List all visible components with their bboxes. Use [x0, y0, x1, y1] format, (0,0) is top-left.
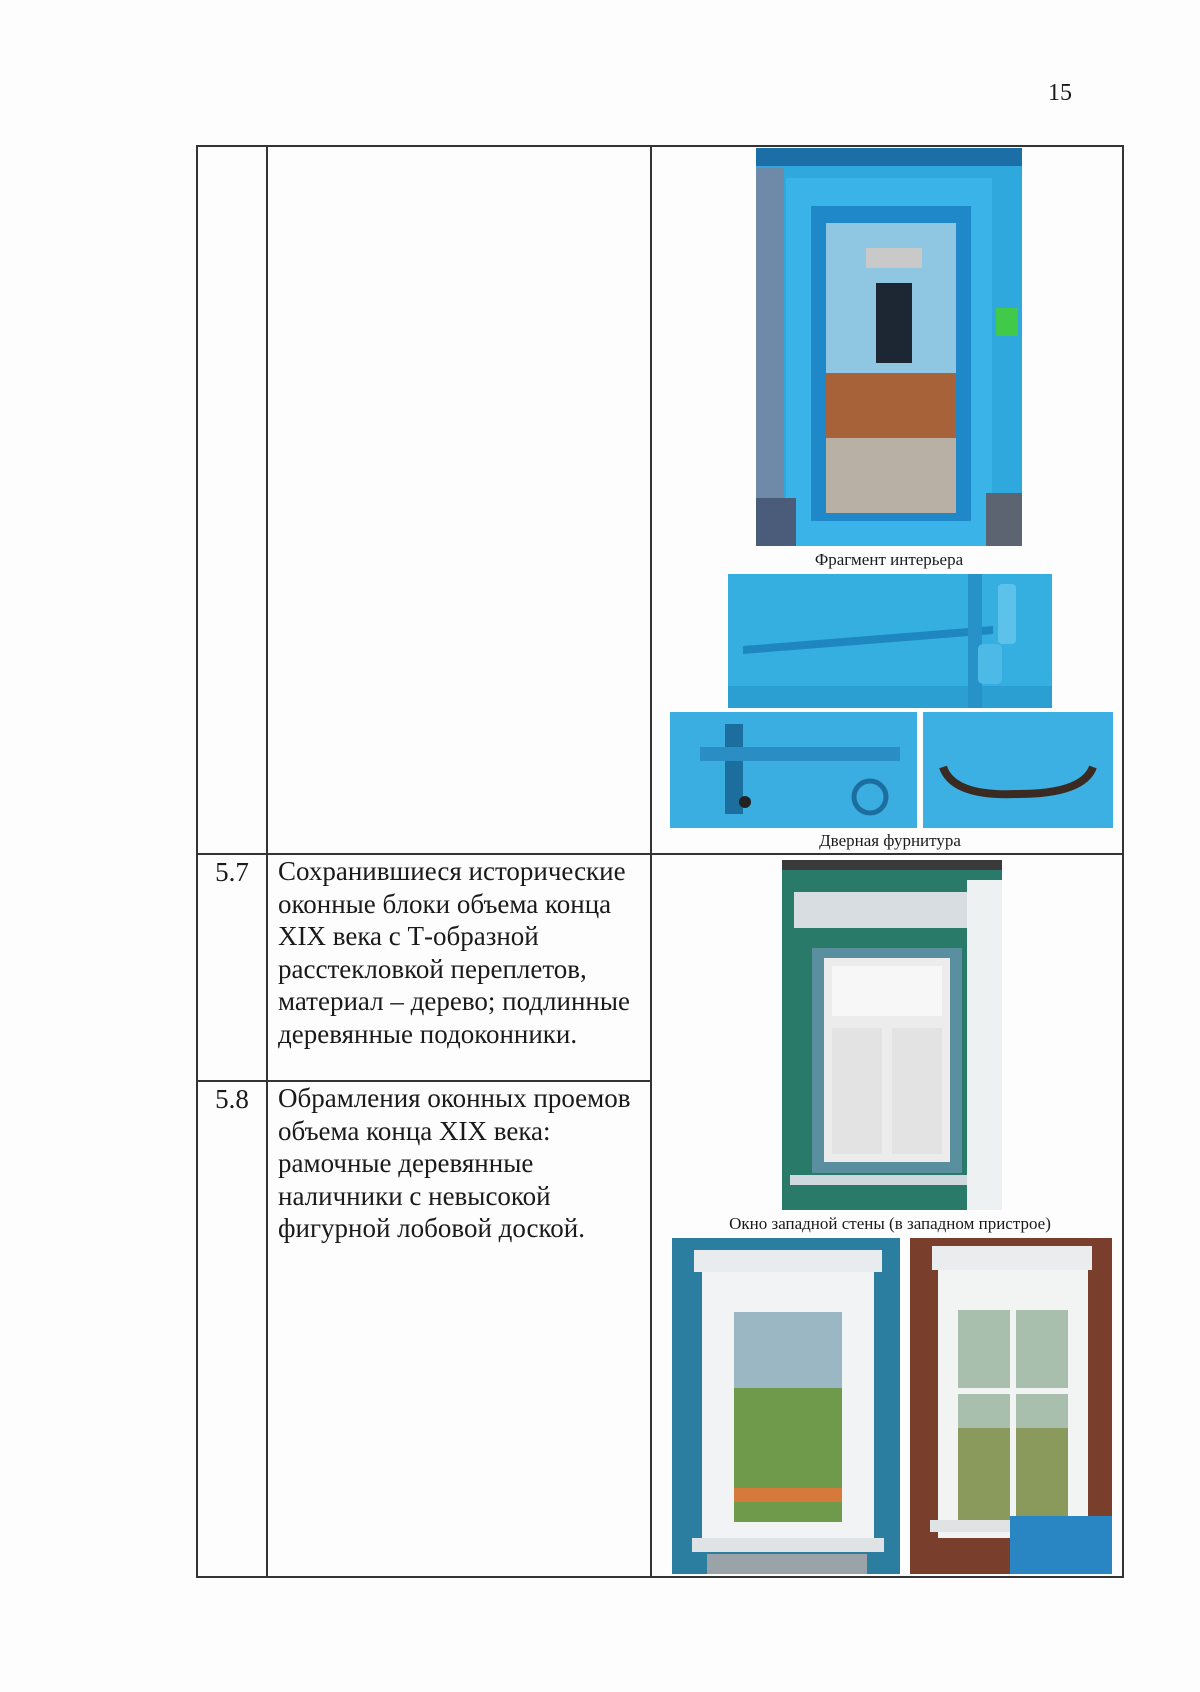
- table-border-right: [1122, 145, 1124, 1578]
- caption-interior: Фрагмент интерьера: [814, 550, 964, 569]
- table-border-bottom: [196, 1576, 1124, 1578]
- row-description-5-8: Обрамления оконных проемов объема конца XIX века: рамочные деревянные наличники с невысокой фигурной лобовой доской.: [278, 1083, 631, 1243]
- row-number-5-8: 5.8: [215, 1084, 249, 1114]
- latch-photo: [670, 712, 917, 828]
- table-border-top: [196, 145, 1124, 147]
- window-frame-photo-right: [910, 1238, 1112, 1574]
- row-number-5-7: 5.7: [215, 857, 249, 887]
- page-number: 15: [1048, 80, 1072, 106]
- caption-hardware: Дверная фурнитура: [819, 831, 961, 850]
- handle-photo: [923, 712, 1113, 828]
- interior-photo: [756, 148, 1022, 546]
- row-description-5-7: Сохранившиеся исторические оконные блоки объема конца XIX века с Т-образной расстекловкой переплетов, материал – дерево; подлинные деревянные подоконники.: [278, 856, 630, 1049]
- window-frame-photo-left: [672, 1238, 900, 1574]
- caption-west-window: Окно западной стены (в западном пристрое): [729, 1214, 1051, 1233]
- hinge-photo: [728, 574, 1052, 708]
- west-window-photo: [782, 860, 1002, 1210]
- column-divider-1: [266, 145, 268, 1578]
- column-divider-2: [650, 145, 652, 1578]
